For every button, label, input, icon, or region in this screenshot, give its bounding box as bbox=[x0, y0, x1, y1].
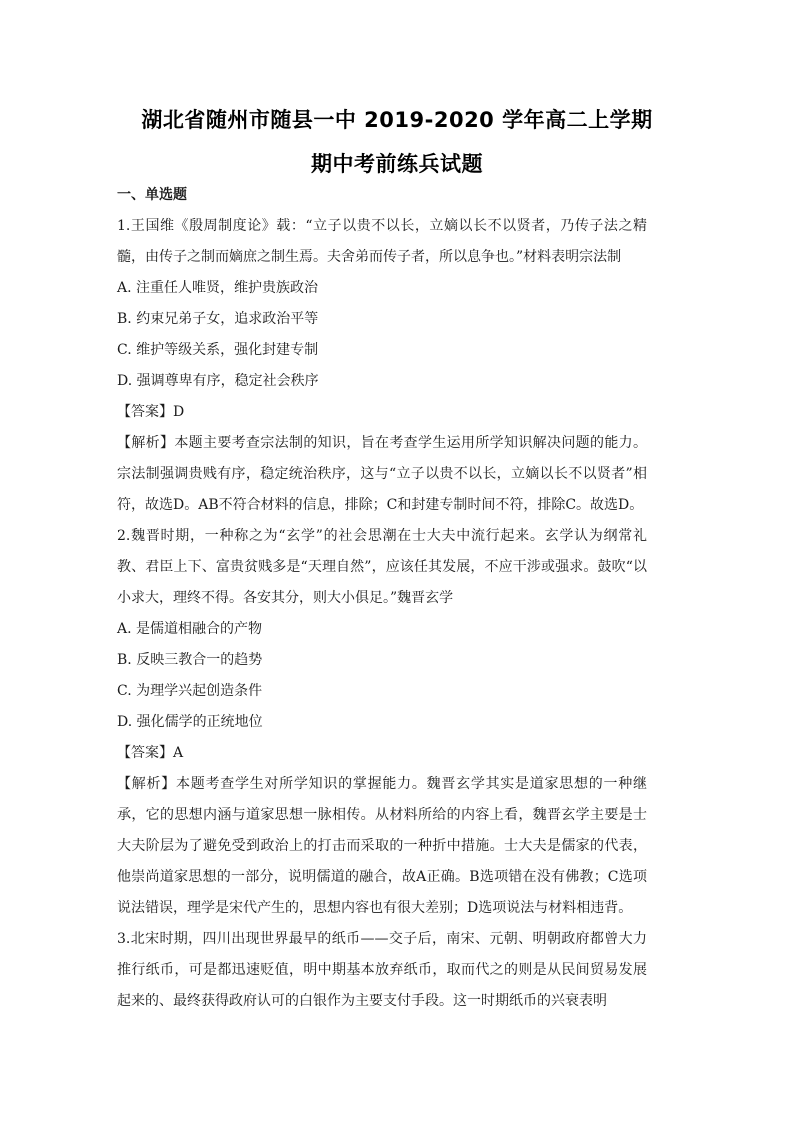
question-stem: 1.王国维《殷周制度论》载：“立子以贵不以长，立嫡以长不以贤者，乃传子法之精髓，由传子之制而嫡庶之制生焉。夫舍弟而传子者，所以息争也。”材料表明宗法制 bbox=[117, 218, 647, 265]
question-1 bbox=[117, 211, 647, 521]
question-3 bbox=[117, 924, 647, 1017]
option-d: D. 强化儒学的正统地位 bbox=[117, 714, 263, 730]
option-a: A. 是儒道相融合的产物 bbox=[117, 621, 263, 637]
page-title-line1: 湖北省随州市随县一中 2019-2020 学年高二上学期 bbox=[141, 108, 653, 132]
page-title-line2: 期中考前练兵试题 bbox=[311, 152, 483, 176]
option-c: C. 为理学兴起创造条件 bbox=[117, 683, 263, 699]
option-a: A. 注重任人唯贤，维护贵族政治 bbox=[117, 280, 319, 296]
option-c: C. 维护等级关系，强化封建专制 bbox=[117, 342, 319, 358]
question-stem: 2.魏晋时期，一种称之为“玄学”的社会思潮在士大夫中流行起来。玄学认为纲常礼教、君臣上下、富贵贫贱多是“天理自然”，应该任其发展，不应干涉或强求。鼓吹“以小求大，理终不得。各安其分，则大小俱足。”魏晋玄学 bbox=[117, 528, 647, 606]
answer: 【答案】D bbox=[117, 404, 185, 420]
exam-body bbox=[117, 180, 647, 1017]
question-stem: 3.北宋时期，四川出现世界最早的纸币——交子后，南宋、元朝、明朝政府都曾大力推行纸币，可是都迅速贬值，明中期基本放弃纸币，取而代之的则是从民间贸易发展起来的、最终获得政府认可的白银作为主要支付手段。这一时期纸币的兴衰表明 bbox=[117, 931, 647, 1009]
option-d: D. 强调尊卑有序，稳定社会秩序 bbox=[117, 373, 319, 389]
option-b: B. 反映三教合一的趋势 bbox=[117, 652, 263, 668]
section-heading: 一、单选题 bbox=[117, 187, 187, 203]
answer: 【答案】A bbox=[117, 745, 184, 761]
analysis: 【解析】本题考查学生对所学知识的掌握能力。魏晋玄学其实是道家思想的一种继承，它的思想内涵与道家思想一脉相传。从材料所给的内容上看，魏晋玄学主要是士大夫阶层为了避免受到政治上的打击而采取的一种折中措施。士大夫是儒家的代表，他崇尚道家思想的一部分，说明儒道的融合，故A正确。B选项错在没有佛教；C选项说法错误，理学是宋代产生的，思想内容也有很大差别；D选项说法与材料相违背。 bbox=[117, 776, 647, 916]
question-2 bbox=[117, 521, 647, 924]
analysis: 【解析】本题主要考查宗法制的知识，旨在考查学生运用所学知识解决问题的能力。宗法制强调贵贱有序，稳定统治秩序，这与“立子以贵不以长，立嫡以长不以贤者”相符，故选D。AB不符合材料的信息，排除；C和封建专制时间不符，排除C。故选D。 bbox=[117, 435, 647, 513]
option-b: B. 约束兄弟子女，追求政治平等 bbox=[117, 311, 319, 327]
